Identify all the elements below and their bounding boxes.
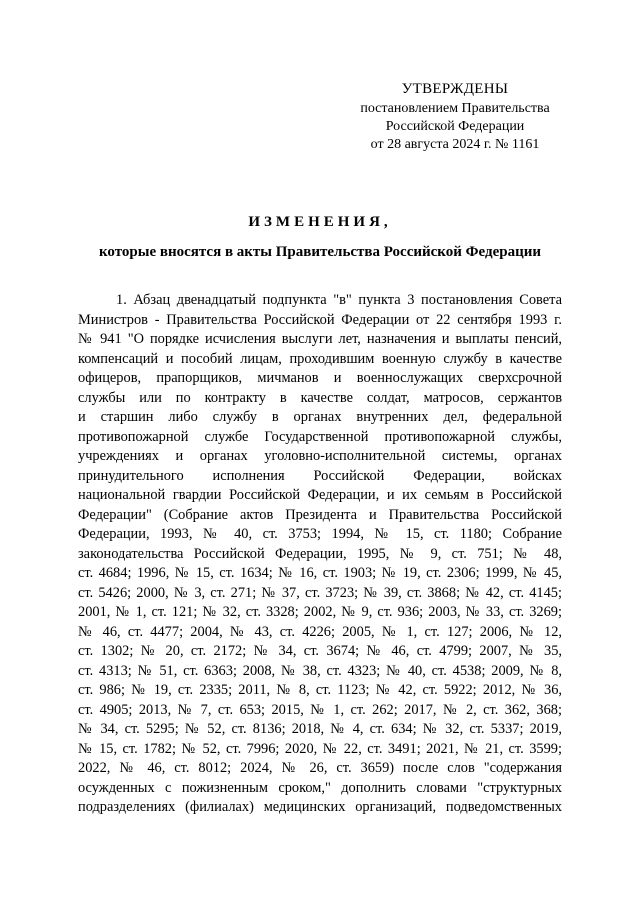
paragraph-line: противопожарной службе Государственной противопожарной службы, (78, 428, 562, 445)
paragraph-line: ст. 5426; 2000, № 3, ст. 271; № 37, ст. 3723; № 39, ст. 3868; № 42, ст. 4145; (78, 584, 562, 601)
approval-block (320, 80, 590, 154)
approval-line-1: постановлением Правительства (360, 101, 550, 116)
paragraph-line: ст. 1302; № 20, ст. 2172; № 34, ст. 3674; № 46, ст. 4799; 2007, № 35, (78, 643, 562, 659)
paragraph-line: принудительного исполнения Российской Федерации, войсках (78, 467, 562, 484)
paragraph-line: № 34, ст. 5295; № 52, ст. 8136; 2018, № 4, ст. 634; № 32, ст. 5337; 2019, (78, 721, 562, 737)
paragraph-line: учреждениях и органах уголовно-исполнительной системы, органах (78, 448, 562, 464)
paragraph-line: № 46, ст. 4477; 2004, № 43, ст. 4226; 2005, № 1, ст. 127; 2006, № 12, (78, 623, 562, 640)
paragraph-line: законодательства Российской Федерации, 1995, № 9, ст. 751; № 48, (78, 545, 562, 562)
paragraph-line: № 15, ст. 1782; № 52, ст. 7996; 2020, № 22, ст. 3491; 2021, № 21, ст. 3599; (78, 740, 562, 757)
paragraph-line: подразделениях (филиалах) медицинских организаций, подведомственных (78, 799, 562, 815)
paragraph-line: ст. 986; № 19, ст. 2335; 2011, № 8, ст. 1123; № 42, ст. 5922; 2012, № 36, (78, 682, 562, 698)
approval-title: УТВЕРЖДЕНЫ (401, 81, 509, 97)
paragraph-line: Федерации" (Собрание актов Президента и Правительства Российской (78, 506, 562, 523)
paragraph-line: национальной гвардии Российской Федерации, и их семьям в Российской (78, 487, 562, 503)
paragraph-line: службы или по контракту в качестве солдат, матросов, сержантов (78, 389, 562, 406)
paragraph-line: 1. Абзац двенадцатый подпункта "в" пункта 3 постановления Совета (116, 292, 562, 308)
paragraph-line: компенсаций и пособий лицам, проходившим военную службу в качестве (78, 350, 562, 367)
paragraph-1 (78, 291, 562, 818)
paragraph-line: Федерации, 1993, № 40, ст. 3753; 1994, № 15, ст. 1180; Собрание (78, 526, 562, 542)
paragraph-line: 2001, № 1, ст. 121; № 32, ст. 3328; 2002, № 9, ст. 936; 2003, № 33, ст. 3269; (78, 604, 562, 620)
document-heading (60, 212, 580, 262)
paragraph-line: офицеров, прапорщиков, мичманов и военнослужащих сверхсрочной (78, 370, 562, 386)
paragraph-line: и старшин либо службу в органах внутренних дел, федеральной (78, 409, 562, 425)
paragraph-line: № 941 "О порядке исчисления выслуги лет, назначения и выплаты пенсий, (78, 331, 562, 347)
paragraph-line: Министров - Правительства Российской Федерации от 22 сентября 1993 г. (78, 311, 562, 328)
heading-subtitle: которые вносятся в акты Правительства Российской Федерации (98, 244, 542, 260)
paragraph-line: ст. 4905; 2013, № 7, ст. 653; 2015, № 1, ст. 262; 2017, № 2, ст. 362, 368; (78, 701, 562, 718)
heading-title: ИЗМЕНЕНИЯ, (248, 214, 392, 230)
paragraph-line: ст. 4684; 1996, № 15, ст. 1634; № 16, ст. 1903; № 19, ст. 2306; 1999, № 45, (78, 565, 562, 581)
paragraph-line: осужденных с пожизненным сроком," дополнить словами "структурных (78, 779, 562, 796)
paragraph-line: ст. 4313; № 51, ст. 6363; 2008, № 38, ст. 4323; № 40, ст. 4538; 2009, № 8, (78, 662, 562, 679)
paragraph-line: 2022, № 46, ст. 8012; 2024, № 26, ст. 3659) после слов "содержания (78, 760, 562, 776)
approval-line-3: от 28 августа 2024 г. № 1161 (370, 137, 540, 152)
approval-line-2: Российской Федерации (385, 119, 525, 134)
